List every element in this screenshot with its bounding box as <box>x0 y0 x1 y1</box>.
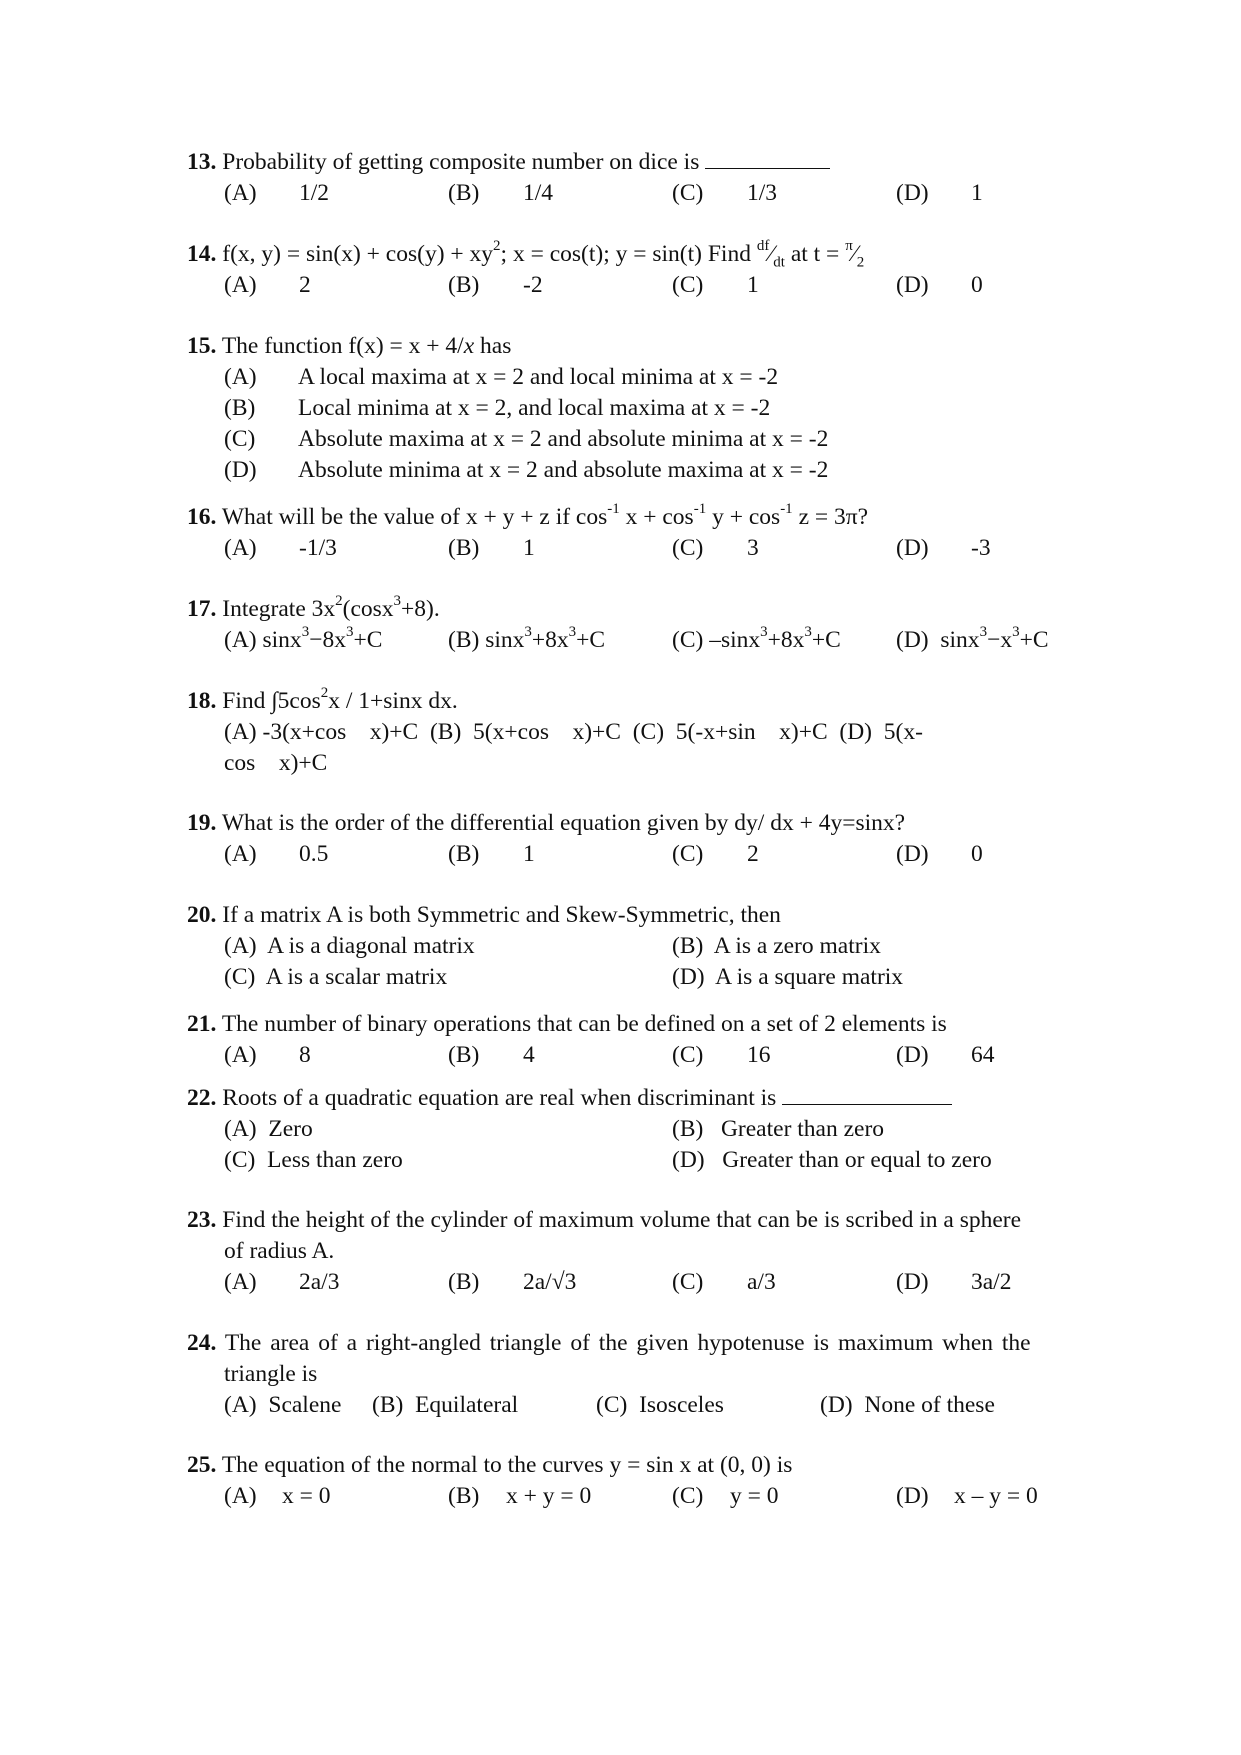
options-row <box>187 1114 1087 1145</box>
option-b[interactable]: (B) Local minima at x = 2, and local maxima at x = -2 <box>224 395 771 421</box>
option-b[interactable]: (B) Equilateral <box>372 1392 519 1418</box>
options-row <box>187 1040 1087 1071</box>
option-b[interactable]: (B) 2a/√3 <box>448 1269 577 1295</box>
options-row <box>187 625 1087 656</box>
question-text-cont: triangle is <box>224 1361 318 1387</box>
question-19 <box>187 808 1087 870</box>
option-d[interactable]: (D) None of these <box>820 1392 995 1418</box>
options-row <box>187 270 1087 301</box>
option-b[interactable]: (B) A is a zero matrix <box>672 933 881 959</box>
option-d[interactable]: (D) A is a square matrix <box>672 964 904 990</box>
question-21 <box>187 1009 1087 1071</box>
question-18 <box>187 686 1087 779</box>
question-22 <box>187 1083 1087 1176</box>
option-b[interactable]: (B) Greater than zero <box>672 1116 885 1142</box>
question-23 <box>187 1205 1087 1298</box>
question-number: 13. <box>187 149 217 175</box>
option-a[interactable]: (A) A local maxima at x = 2 and local minima at x = -2 <box>224 364 779 390</box>
option-d[interactable]: (D) $\sin x^3-x^3+C$ <box>896 624 1049 653</box>
option-d[interactable]: (D) 1 <box>896 180 983 206</box>
option-d[interactable]: (D) Absolute minima at x = 2 and absolute maxima at x = -2 <box>224 457 829 483</box>
question-text: 18. Find $\int 5\cos^2x / 1+\sin x$ dx. <box>187 685 458 714</box>
question-text: 25. The equation of the normal to the curves y = sin x at (0, 0) is <box>187 1452 793 1478</box>
option-d[interactable]: (D) 0 <box>896 272 983 298</box>
option-c[interactable]: (C) 1 <box>672 272 759 298</box>
option-c[interactable]: (C) 1/3 <box>672 180 778 206</box>
answer-blank <box>782 1086 952 1105</box>
option-d[interactable]: (D) x – y = 0 <box>896 1483 1038 1509</box>
option-b[interactable]: (B) x + y = 0 <box>448 1483 592 1509</box>
option-a[interactable]: (A) 2 <box>224 272 311 298</box>
question-text: 20. If a matrix A is both Symmetric and Skew-Symmetric, then <box>187 902 781 928</box>
question-number: 25. <box>187 1452 217 1478</box>
question-number: 19. <box>187 810 217 836</box>
question-stem: Probability of getting composite number on dice is <box>222 149 700 175</box>
question-text: 19. What is the order of the differential equation given by dy/ dx + 4y=sinx? <box>187 810 906 836</box>
question-text: 22. Roots of a quadratic equation are real when discriminant is <box>187 1083 1087 1114</box>
option-c[interactable]: (C) 3 <box>672 535 759 561</box>
option-b[interactable]: (B) $\sin x^3+8x^3+C$ <box>448 624 606 653</box>
options-row <box>187 839 1087 870</box>
question-text: 14. f(x, $y) = \sin(x) + \cos(y) + xy^2$; x = cos(t); y = sin(t) Find $^{df}⁄_{dt}$ at $t = ^\pi⁄_2$ <box>187 238 865 271</box>
option-c[interactable]: (C) $-\sin x^3+8x^3+C$ <box>672 624 841 653</box>
option-a[interactable]: (A) x = 0 <box>224 1483 331 1509</box>
option-c[interactable]: (C) 16 <box>672 1042 771 1068</box>
question-number: 21. <box>187 1011 217 1037</box>
options-row <box>187 1145 1087 1176</box>
question-20 <box>187 900 1087 993</box>
question-text: 24. The area of a right-angled triangle of the given hypotenuse is maximum when the <box>187 1330 1031 1356</box>
question-25 <box>187 1450 1087 1512</box>
option-c[interactable]: (C) Less than zero <box>224 1147 403 1173</box>
question-number: 17. <box>187 596 217 622</box>
question-number: 23. <box>187 1207 217 1233</box>
options-row <box>187 178 1087 209</box>
option-c[interactable]: (C) A is a scalar matrix <box>224 964 448 990</box>
option-a[interactable]: (A) Scalene <box>224 1392 342 1418</box>
options-row <box>187 1390 1087 1421</box>
option-b[interactable]: (B) 1 <box>448 841 535 867</box>
option-a[interactable]: (A) 2a/3 <box>224 1269 340 1295</box>
options-row <box>187 931 1087 962</box>
question-number: 16. <box>187 504 217 530</box>
option-d[interactable]: (D) Greater than or equal to zero <box>672 1147 992 1173</box>
option-a[interactable]: (A) 8 <box>224 1042 311 1068</box>
option-d[interactable]: (D) 0 <box>896 841 983 867</box>
question-14 <box>187 239 1087 301</box>
question-number: 15. <box>187 333 217 359</box>
question-text: 23. Find the height of the cylinder of maximum volume that can be is scribed in a sphere <box>187 1207 1022 1233</box>
question-13 <box>187 147 1087 209</box>
question-text: 16. What will be the value of x + y + z if $\cos^{-1} x + \cos^{-1} y + \cos^{-1} z = 3\pi$? <box>187 501 869 530</box>
question-number: 24. <box>187 1330 217 1356</box>
question-17 <box>187 594 1087 656</box>
option-a[interactable]: (A) $\sin x^3-8x^3+C$ <box>224 624 383 653</box>
question-text: 21. The number of binary operations that can be defined on a set of 2 elements is <box>187 1011 947 1037</box>
option-a[interactable]: (A) 0.5 <box>224 841 329 867</box>
option-c[interactable]: (C) Isosceles <box>596 1392 724 1418</box>
options-row <box>187 1267 1087 1298</box>
options-line-2[interactable]: cos x)+C <box>224 750 328 776</box>
option-a[interactable]: (A) -1/3 <box>224 535 337 561</box>
options-line-1[interactable]: (A) -3(x+cos x)+C (B) 5(x+cos x)+C (C) 5(-x+sin x)+C (D) 5(x- <box>224 719 923 745</box>
option-b[interactable]: (B) -2 <box>448 272 543 298</box>
options-row <box>187 1481 1087 1512</box>
options-row <box>187 962 1087 993</box>
question-number: 14. <box>187 241 217 267</box>
option-b[interactable]: (B) 1/4 <box>448 180 554 206</box>
options-row <box>187 533 1087 564</box>
question-number: 20. <box>187 902 217 928</box>
question-15 <box>187 331 1087 486</box>
question-number: 18. <box>187 688 217 714</box>
option-d[interactable]: (D) 64 <box>896 1042 995 1068</box>
option-c[interactable]: (C) y = 0 <box>672 1483 779 1509</box>
question-24 <box>187 1328 1087 1421</box>
question-text: 17. Integrate $3x^2(\cos x^3+8)$. <box>187 593 440 622</box>
option-a[interactable]: (A) A is a diagonal matrix <box>224 933 475 959</box>
option-b[interactable]: (B) 4 <box>448 1042 535 1068</box>
option-a[interactable]: (A) Zero <box>224 1116 313 1142</box>
option-b[interactable]: (B) 1 <box>448 535 535 561</box>
question-text: 15. The function f(x) = x + 4/x has <box>187 333 512 359</box>
answer-blank <box>705 150 830 169</box>
option-c[interactable]: (C) Absolute maxima at x = 2 and absolute minima at x = -2 <box>224 426 829 452</box>
question-number: 22. <box>187 1085 217 1111</box>
option-c[interactable]: (C) a/3 <box>672 1269 776 1295</box>
option-c[interactable]: (C) 2 <box>672 841 759 867</box>
option-d[interactable]: (D) 3a/2 <box>896 1269 1012 1295</box>
question-text-cont: of radius A. <box>224 1238 335 1264</box>
option-a[interactable]: (A) 1/2 <box>224 180 330 206</box>
option-d[interactable]: (D) -3 <box>896 535 991 561</box>
question-text <box>187 147 1087 178</box>
question-16 <box>187 502 1087 564</box>
